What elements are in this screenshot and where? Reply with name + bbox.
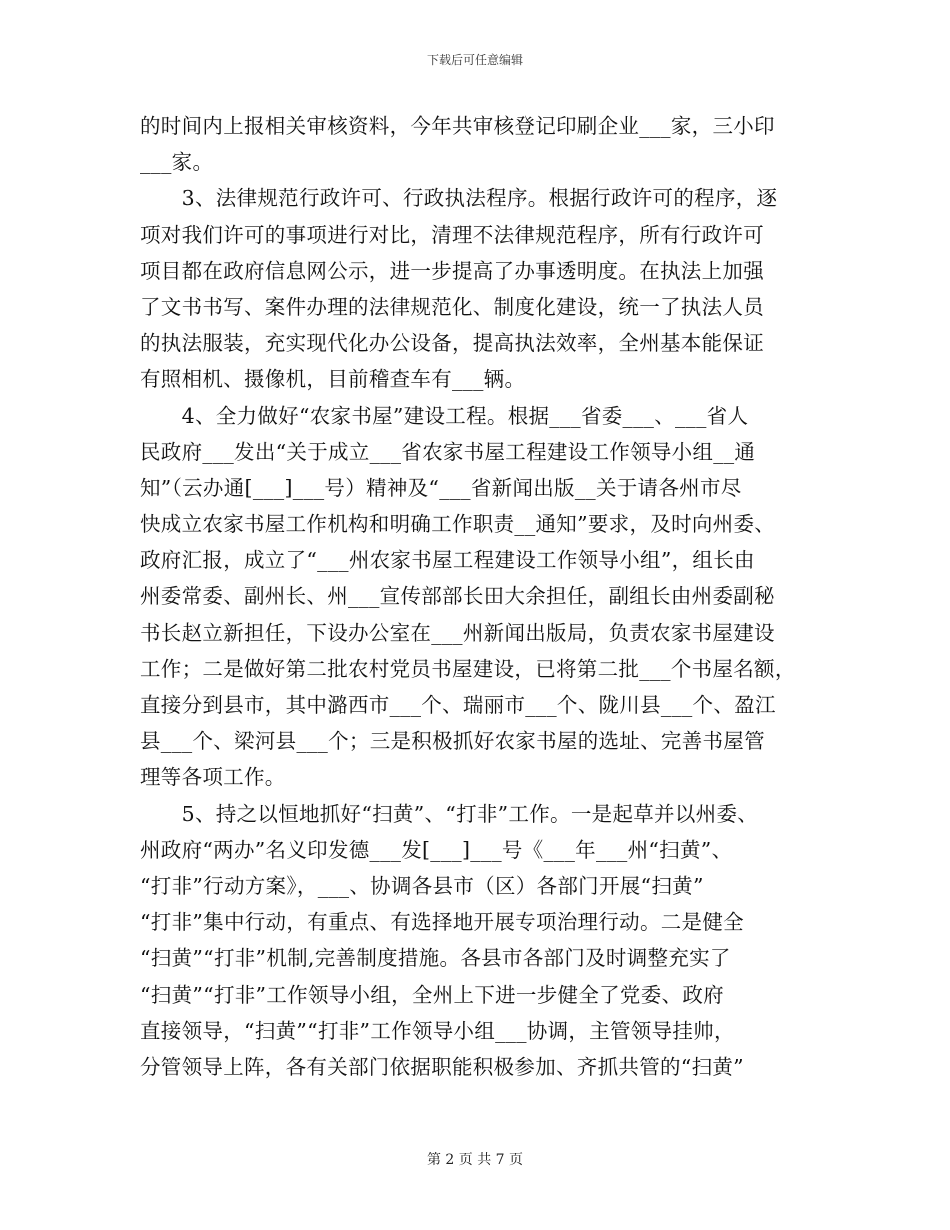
text-line: 直接分到县市，其中潞西市___个、瑞丽市___个、陇川县___个、盈江 xyxy=(140,693,776,717)
text-line: “打非”行动方案》，___、协调各县市（区）各部门开展“扫黄” xyxy=(140,873,704,898)
text-line: 知”（云办通[___]___号）精神及“___省新闻出版__关于请各州市尽 xyxy=(140,475,742,500)
text-line: 分管领导上阵，各有关部门依据职能积极参加、齐抓共管的“扫黄” xyxy=(140,1054,744,1079)
text-line: 的时间内上报相关审核资料，今年共审核登记印刷企业___家，三小印 xyxy=(140,114,775,138)
text-line: 直接领导，“扫黄”“打非”工作领导小组___协调，主管领导挂帅， xyxy=(140,1018,735,1043)
text-line: 书长赵立新担任，下设办公室在___州新闻出版局，负责农家书屋建设 xyxy=(140,620,775,645)
document-body xyxy=(140,108,820,1085)
text-line: 3、法律规范行政许可、行政执法程序。根据行政许可的程序，逐 xyxy=(140,186,778,211)
text-line: 州委常委、副州长、州___宣传部部长田大余担任，副组长由州委副秘 xyxy=(140,584,775,609)
text-line: ___家。 xyxy=(140,150,214,175)
text-line: “扫黄”“打非”工作领导小组，全州上下进一步健全了党委、政府 xyxy=(140,982,724,1007)
text-line: 理等各项工作。 xyxy=(140,765,286,790)
text-line: 县___个、梁河县___个；三是积极抓好农家书屋的选址、完善书屋管 xyxy=(140,729,765,754)
text-line: 4、全力做好“农家书屋”建设工程。根据___省委___、___省人 xyxy=(140,403,749,428)
text-line: 政府汇报，成立了“___州农家书屋工程建设工作领导小组”，组长由 xyxy=(140,548,755,573)
text-line: “打非”集中行动，有重点、有选择地开展专项治理行动。二是健全 xyxy=(140,910,744,935)
text-line: 民政府___发出“关于成立___省农家书屋工程建设工作领导小组__通 xyxy=(140,439,756,464)
text-line: 快成立农家书屋工作机构和明确工作职责__通知”要求，及时向州委、 xyxy=(140,512,776,537)
page-number: 第 2 页 共 7 页 xyxy=(426,1152,524,1168)
text-line: 州政府“两办”名义印发德___发[___]___号《___年___州“扫黄”、 xyxy=(140,837,733,862)
text-line: 5、持之以恒地抓好“扫黄”、“打非”工作。一是起草并以州委、 xyxy=(140,801,759,826)
text-line: 了文书书写、案件办理的法律规范化、制度化建设，统一了执法人员 xyxy=(140,294,764,319)
text-line: 项目都在政府信息网公示，进一步提高了办事透明度。在执法上加强 xyxy=(140,258,764,283)
text-line: 项对我们许可的事项进行对比，清理不法律规范程序，所有行政许可 xyxy=(140,222,764,247)
text-line: “扫黄”“打非”机制,完善制度措施。各县市各部门及时调整充实了 xyxy=(140,946,731,971)
text-line: 工作；二是做好第二批农村党员书屋建设，已将第二批___个书屋名额， xyxy=(140,656,796,681)
text-line: 有照相机、摄像机，目前稽查车有___辆。 xyxy=(140,367,526,392)
text-line: 的执法服装，充实现代化办公设备，提高执法效率，全州基本能保证 xyxy=(140,331,764,356)
page-header: 下载后可任意编辑 xyxy=(426,53,523,67)
